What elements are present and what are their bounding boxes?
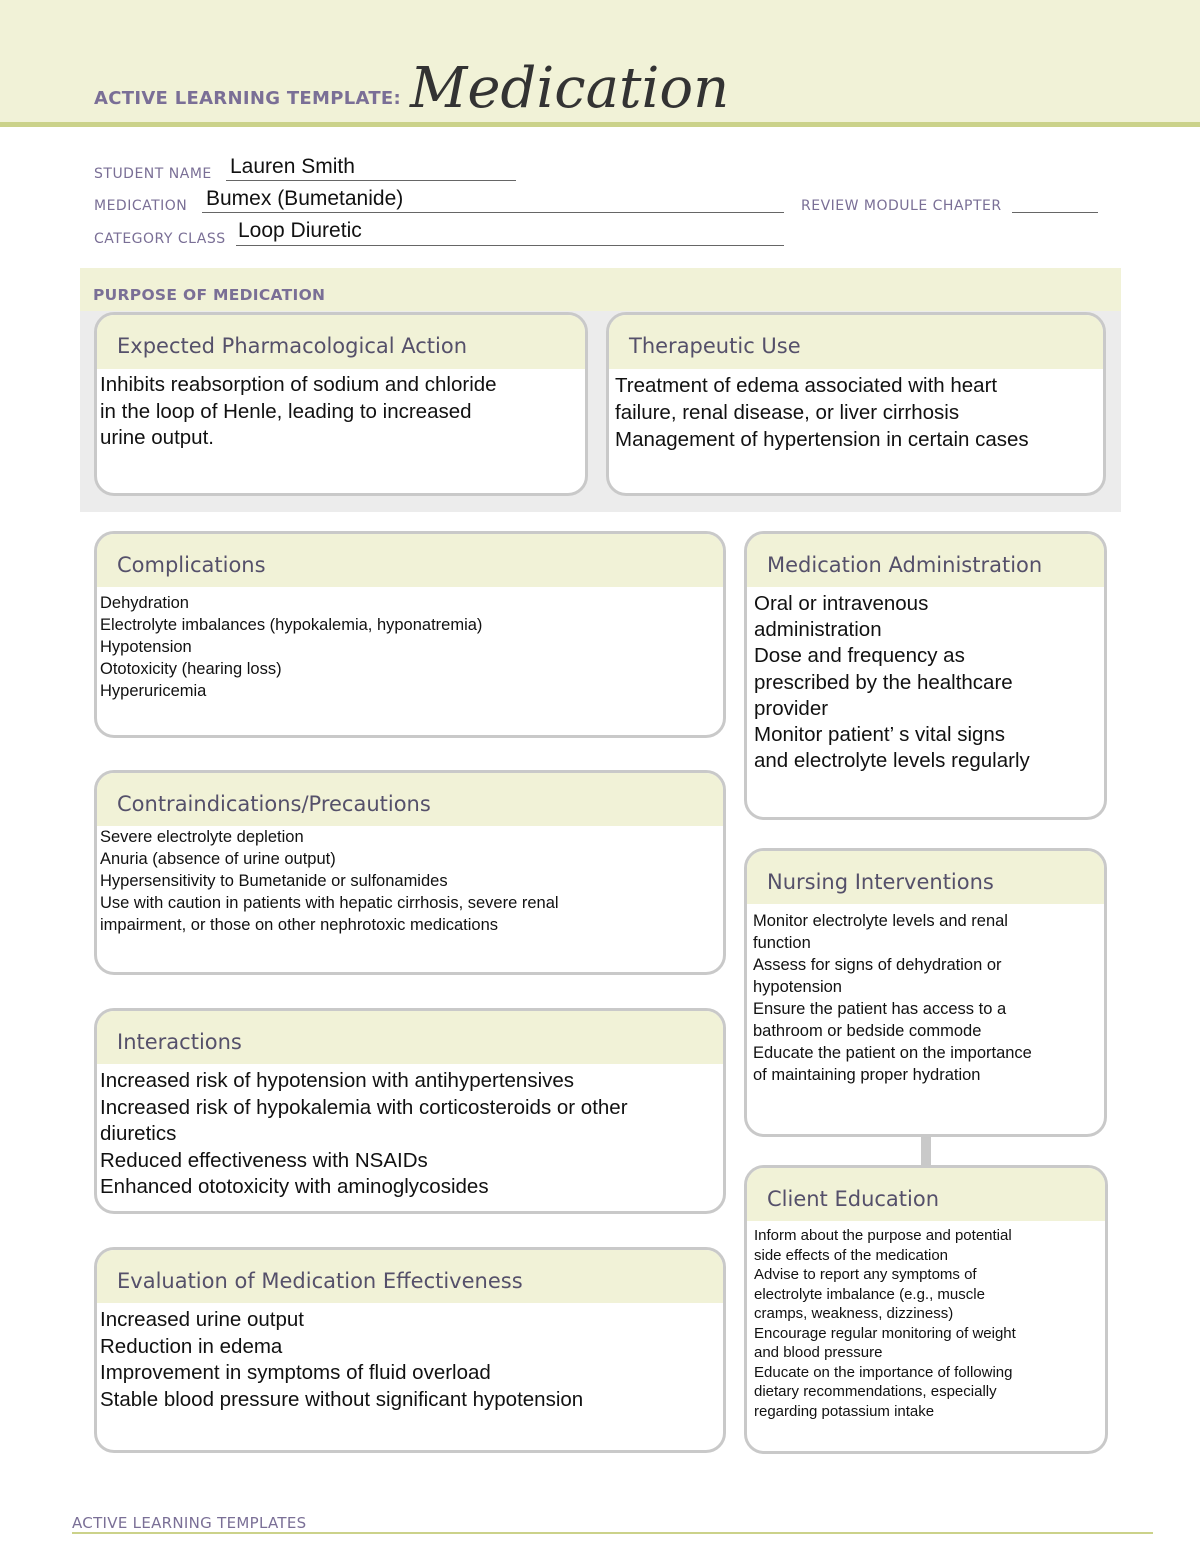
nursing-interventions-title: Nursing Interventions xyxy=(767,870,994,894)
interactions-text[interactable]: Increased risk of hypotension with antihypertensives Increased risk of hypokalemia with corticosteroids or other diuretics Reduced effectiveness with NSAIDs Enhanced ototoxicity with aminoglycosides xyxy=(100,1069,628,1198)
box-connector xyxy=(921,1136,931,1166)
nursing-interventions-text[interactable]: Monitor electrolyte levels and renal function Assess for signs of dehydration or hypotension Ensure the patient has access to a bathroom or bedside commode Educate the patient on the importance of maintaining proper hydration xyxy=(753,912,1032,1084)
interactions-title: Interactions xyxy=(117,1030,242,1054)
client-education-box xyxy=(744,1165,1108,1454)
purpose-label: PURPOSE OF MEDICATION xyxy=(93,286,326,304)
category-class-label: CATEGORY CLASS xyxy=(94,231,226,247)
expected-action-box xyxy=(94,312,588,496)
evaluation-text[interactable]: Increased urine output Reduction in edema Improvement in symptoms of fluid overload Stable blood pressure without significant hypotension xyxy=(100,1308,584,1411)
evaluation-box xyxy=(94,1247,726,1453)
header-divider xyxy=(0,122,1200,127)
medication-line xyxy=(202,212,784,213)
interactions-box xyxy=(94,1008,726,1214)
expected-action-text[interactable]: Inhibits reabsorption of sodium and chloride in the loop of Henle, leading to increased urine output. xyxy=(100,373,497,449)
administration-text[interactable]: Oral or intravenous administration Dose and frequency as prescribed by the healthcare provider Monitor patient’ s vital signs and electrolyte levels regularly xyxy=(754,592,1030,773)
review-module-label: REVIEW MODULE CHAPTER xyxy=(801,198,1002,214)
template-label: ACTIVE LEARNING TEMPLATE: xyxy=(94,88,401,109)
therapeutic-use-title: Therapeutic Use xyxy=(629,334,801,358)
evaluation-title: Evaluation of Medication Effectiveness xyxy=(117,1269,523,1293)
nursing-interventions-box xyxy=(744,848,1107,1137)
contraindications-title: Contraindications/Precautions xyxy=(117,792,431,816)
client-education-title: Client Education xyxy=(767,1187,940,1211)
administration-box xyxy=(744,531,1107,820)
contraindications-box xyxy=(94,770,726,975)
expected-action-title: Expected Pharmacological Action xyxy=(117,334,468,358)
therapeutic-use-box xyxy=(606,312,1106,496)
footer-label: ACTIVE LEARNING TEMPLATES xyxy=(72,1514,307,1532)
therapeutic-use-text[interactable]: Treatment of edema associated with heart failure, renal disease, or liver cirrhosis Management of hypertension in certain cases xyxy=(615,374,1029,451)
complications-box xyxy=(94,531,726,738)
student-name-line xyxy=(226,180,516,181)
complications-text[interactable]: Dehydration Electrolyte imbalances (hypokalemia, hyponatremia) Hypotension Ototoxicity (hearing loss) Hyperuricemia xyxy=(100,594,483,700)
page-title: Medication xyxy=(410,56,730,121)
student-name-field[interactable]: Lauren Smith xyxy=(230,155,355,178)
medication-field[interactable]: Bumex (Bumetanide) xyxy=(206,187,404,210)
footer-divider xyxy=(72,1532,1153,1534)
category-class-field[interactable]: Loop Diuretic xyxy=(238,219,362,242)
student-name-label: STUDENT NAME xyxy=(94,166,212,182)
contraindications-text[interactable]: Severe electrolyte depletion Anuria (absence of urine output) Hypersensitivity to Bumetanide or sulfonamides Use with caution in patients with hepatic cirrhosis, severe renal impairment, or those on other nephrotoxic medications xyxy=(100,828,559,934)
medication-label: MEDICATION xyxy=(94,198,188,214)
review-module-field[interactable] xyxy=(1012,212,1098,213)
client-education-text[interactable]: Inform about the purpose and potential side effects of the medication Advise to report any symptoms of electrolyte imbalance (e.g., muscle cramps, weakness, dizziness) Encourage regular monitoring of weight and blood pressure Educate on the importance of following dietary recommendations, especially regarding potassium intake xyxy=(754,1227,1016,1420)
administration-title: Medication Administration xyxy=(767,553,1043,577)
category-class-line xyxy=(236,245,784,246)
complications-title: Complications xyxy=(117,553,266,577)
